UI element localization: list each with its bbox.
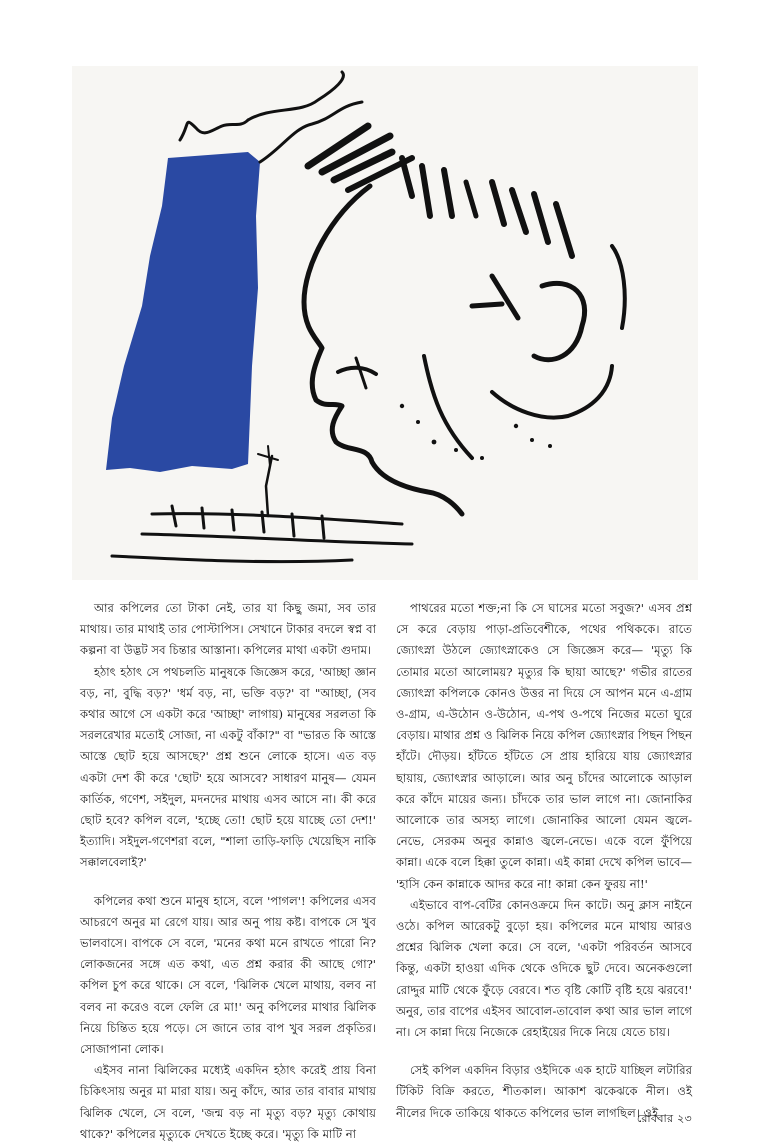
paragraph: এইসব নানা ঝিলিকের মধ্যেই একদিন হঠাৎ করেই প্রায় বিনা চিকিৎসায় অনুর মা মারা যায়। অনু কাঁদে, আর তার বাবার মাথায় ঝিলিক খেলে, সে বলে, 'জন্ম বড় না মৃত্যু বড়? মৃত্যু কোথায় থাকে?' কপিলের মৃত্যুকে দেখতে ইচ্ছে করে। 'মৃত্যু কি মাটি না xyxy=(80,1063,376,1141)
paragraph: এইভাবে বাপ-বেটির কোনওক্রমে দিন কাটে। অনু ক্লাস নাইনে ওঠে। কপিল আরেকটু বুড়ো হয়। কপিলের মনে মাথায় আরও প্রশ্নের ঝিলিক খেলা করে। সে বলে, 'একটা পরিবর্তন আসবে কিন্তু, একটা হাওয়া এদিক থেকে ওদিকে ছুট দেবে। অনেকগুলো রোদ্দুর মাটি থেকে ফুঁড়ে বেরবে। শত বৃষ্টি কোটি বৃষ্টি হয়ে ঝরবে!' অনুর, তার বাপের এইসব আবোল-তাবোল কথা আর ভাল লাগে না। সে কান্না দিয়ে নিজেকে রেহাইয়ের দিকে নিয়ে যেতে চায়। xyxy=(396,897,692,1040)
article-column-left xyxy=(80,598,376,1145)
paragraph: হঠাৎ হঠাৎ সে পথচলতি মানুষকে জিজ্ঞেস করে, 'আচ্ছা জ্ঞান বড়, না, বুদ্ধি বড়?' 'ধর্ম বড়, না, ভক্তি বড়?' বা "আচ্ছা, (সব কথার আগে সে একটা করে 'আচ্ছা' লাগায়) মানুষের সরলতা কি সরলরেখার মতোই সোজা, না একটু বাঁকা?" বা "ভারত কি আস্তে আস্তে ছোট হয়ে আসছে?' প্রশ্ন শুনে লোকে হাসে। এত বড় একটা দেশ কী করে 'ছোট' হয়ে আসবে? সাধারণ মানুষ— যেমন কার্তিক, গণেশ, সইদুল, মদনদের মাথায় এসব আসে না। কী করে ছোট হবে? কপিল বলে, 'হচ্ছে তো! ছোট হয়ে যাচ্ছে তো দেশ!' ইত্যাদি। সইদুল-গণেশরা বলে, "শালা তাড়ি-ফাড়ি খেয়েছিস নাকি সক্কালবেলাই?' xyxy=(80,664,376,870)
paragraph: পাথরের মতো শক্ত;না কি সে ঘাসের মতো সবুজ?' এসব প্রশ্ন সে করে বেড়ায় পাড়া-প্রতিবেশীকে, পথের পথিককে। রাতে জ্যোৎস্না উঠলে জ্যোৎস্নাকেও সে জিজ্ঞেস করে— 'মৃত্যু কি তোমার মতো আলোময়? মৃত্যুর কি ছায়া আছে?' গভীর রাতের জ্যোৎস্না কপিলকে কোনও উত্তর না দিয়ে সে আপন মনে এ-গ্রাম ও-গ্রাম, এ-উঠোন ও-উঠোন, এ-পথ ও-পথে নিজের মতো ঘুরে বেড়ায়। মাথার প্রশ্ন ও ঝিলিক নিয়ে কপিল জ্যোৎস্নার পিছন পিছন হাঁটে। দৌড়য়। হাঁটতে হাঁটতে সে প্রায় হারিয়ে যায় জ্যোৎস্নার ছায়ায়, জ্যোৎস্নার আড়ালে। আর অনু চাঁদের আলোকে আড়াল করে কাঁদে মায়ের জন্য। চাঁদকে তার ভাল লাগে না। জোনাকির আলোকে তার অসহ্য লাগে। জোনাকির আলো যেমন জ্বলে-নেভে, সেরকম অনুর কান্নাও জ্বলে-নেভে। একে বলে ফুঁপিয়ে কান্না। একে বলে হিক্কা তুলে কান্না। এই কান্না দেখে কপিল ভাবে— 'হাসি কেন কান্নাকে আদর করে না! কান্না কেন ফুরয় না!' xyxy=(396,601,692,891)
article-column-right xyxy=(396,598,692,1124)
page-number: রোববার ২৩ xyxy=(636,1112,692,1125)
profile-drawing xyxy=(72,66,698,580)
paragraph: সেই কপিল একদিন বিড়ার ওইদিকে এক হাটে যাচ্ছিল লটারির টিকিট বিক্রি করতে, শীতকাল। আকাশ ঝকেঝকে নীল। ওই নীলের দিকে তাকিয়ে থাকতে কপিলের ভাল লাগছিল। ওই xyxy=(396,1063,692,1120)
blue-patch xyxy=(106,152,260,472)
paragraph: কপিলের কথা শুনে মানুষ হাসে, বলে 'পাগল'! কপিলের এসব আচরণে অনুর মা রেগে যায়। আর অনু পায় কষ্ট। বাপকে সে খুব ভালবাসে। বাপকে সে বলে, 'মনের কথা মনে রাখতে পারো নি? লোকজনের সঙ্গে এত কথা, এত প্রশ্ন করার কী আছে গো?' কপিল চুপ করে থাকে। সে বলে, 'ঝিলিক খেলে মাথায়, বলব না বলব না করেও বলে ফেলি রে মা!' অনু কপিলের মাথার ঝিলিক নিয়ে চিন্তিত হয়ে পড়ে। সে জানে তার বাপ খুব সরল প্রকৃতির। সোজাপানা লোক। xyxy=(80,893,376,1057)
paragraph: আর কপিলের তো টাকা নেই, তার যা কিছু জমা, সব তার মাথায়। তার মাথাই তার পোস্টাপিস। সেখানে টাকার বদলে স্বপ্ন বা কল্পনা বা উদ্ভট সব চিন্তার আস্তানা। কপিলের মাথা একটা গুদাম। xyxy=(80,601,376,658)
illustration xyxy=(72,66,698,580)
